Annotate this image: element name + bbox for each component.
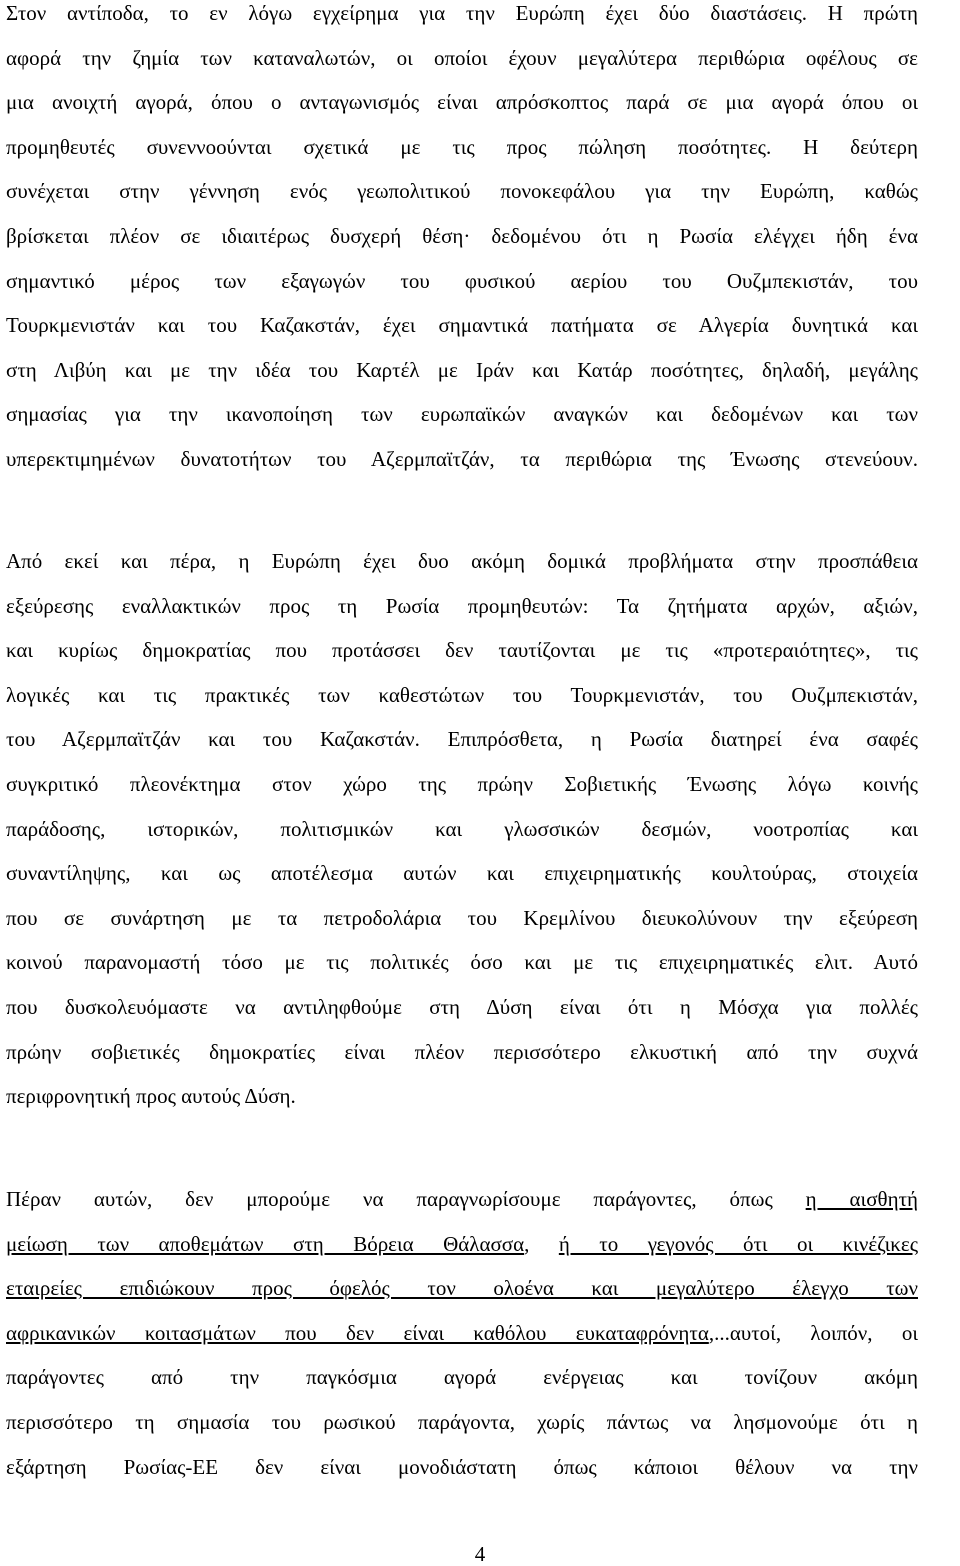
underlined-text: εταιρείες επιδιώκουν προς όφελός τον ολοένα και μεγαλύτερο έλεγχο των	[6, 1276, 918, 1301]
text-line: συγκριτικό πλεονέκτημα στον χώρο της πρώην Σοβιετικής Ένωσης λόγω κοινής	[6, 771, 918, 796]
text-line: Τουρκμενιστάν και του Καζακστάν, έχει σημαντικά πατήματα σε Αλγερία δυνητικά και	[6, 313, 918, 338]
text-line: σημασίας για την ικανοποίηση των ευρωπαϊκών αναγκών και δεδομένων και των	[6, 402, 918, 427]
underlined-text: η αισθητή	[805, 1187, 918, 1211]
text-line: αφορά την ζημία των καταναλωτών, οι οποίοι έχουν μεγαλύτερα περιθώρια οφέλους σε	[6, 45, 918, 70]
paragraph-3	[6, 1186, 918, 1498]
page-number: 4	[474, 1542, 486, 1566]
text-line: περισσότερο τη σημασία του ρωσικού παράγοντα, χωρίς πάντως να λησμονούμε ότι η	[6, 1409, 918, 1434]
text-line: βρίσκεται πλέον σε ιδιαιτέρως δυσχερή θέση· δεδομένου ότι η Ρωσία ελέγχει ήδη ένα	[6, 223, 918, 248]
text-line: κοινού παρανομαστή τόσο με τις πολιτικές όσο και με τις επιχειρηματικές ελιτ. Αυτό	[6, 950, 918, 975]
text-segment: ,...αυτοί, λοιπόν, οι	[708, 1320, 918, 1345]
text-line: σημαντικό μέρος των εξαγωγών του φυσικού αερίου του Ουζμπεκιστάν, του	[6, 268, 918, 293]
paragraph-1	[6, 0, 918, 491]
text-line: λογικές και τις πρακτικές των καθεστώτων του Τουρκμενιστάν, του Ουζμπεκιστάν,	[6, 682, 918, 707]
text-line	[6, 1320, 918, 1365]
text-line: Από εκεί και πέρα, η Ευρώπη έχει δυο ακόμη δομικά προβλήματα στην προσπάθεια	[6, 549, 918, 573]
text-line: περιφρονητική προς αυτούς Δύση.	[6, 1084, 296, 1109]
text-line: στη Λιβύη και με την ιδέα του Καρτέλ με Ιράν και Κατάρ ποσότητες, δηλαδή, μεγάλης	[6, 357, 918, 382]
text-line: παράδοσης, ιστορικών, πολιτισμικών και γλωσσικών δεσμών, νοοτροπίας και	[6, 816, 918, 841]
text-line: που δυσκολευόμαστε να αντιληφθούμε στη Δύση είναι ότι η Μόσχα για πολλές	[6, 994, 918, 1019]
text-line: που σε συνάρτηση με τα πετροδολάρια του Κρεμλίνου διευκολύνουν την εξεύρεση	[6, 905, 918, 930]
text-line	[6, 1186, 918, 1231]
text-line: εξάρτηση Ρωσίας-ΕΕ δεν είναι μονοδιάστατη όπως κάποιοι θέλουν να την	[6, 1454, 918, 1479]
text-line: Στον αντίποδα, το εν λόγω εγχείρημα για την Ευρώπη έχει δύο διαστάσεις. Η πρώτη	[6, 1, 918, 25]
text-line: και κυρίως δημοκρατίας που προτάσσει δεν ταυτίζονται με τις «προτεραιότητες», τις	[6, 638, 918, 663]
text-line: υπερεκτιμημένων δυνατοτήτων του Αζερμπαϊτζάν, τα περιθώρια της Ένωσης στενεύουν.	[6, 446, 918, 471]
underlined-text: αφρικανικών κοιτασμάτων που δεν είναι καθόλου ευκαταφρόνητα	[6, 1320, 709, 1345]
text-segment: ,	[524, 1231, 559, 1256]
underlined-text: ή το γεγονός ότι οι κινέζικες	[558, 1231, 918, 1256]
text-line: μια ανοιχτή αγορά, όπου ο ανταγωνισμός είναι απρόσκοπτος παρά σε μια αγορά όπου οι	[6, 90, 918, 115]
text-line: εξεύρεσης εναλλακτικών προς τη Ρωσία προμηθευτών: Τα ζητήματα αρχών, αξιών,	[6, 593, 918, 618]
text-line: συναντίληψης, και ως αποτέλεσμα αυτών και επιχειρηματικής κουλτούρας, στοιχεία	[6, 861, 918, 886]
text-line: του Αζερμπαϊτζάν και του Καζακστάν. Επιπρόσθετα, η Ρωσία διατηρεί ένα σαφές	[6, 727, 918, 752]
text-line	[6, 1231, 918, 1276]
paragraph-2	[6, 548, 918, 1128]
text-line: παράγοντες από την παγκόσμια αγορά ενέργειας και τονίζουν ακόμη	[6, 1365, 918, 1390]
text-line: πρώην σοβιετικές δημοκρατίες είναι πλέον περισσότερο ελκυστική από την συχνά	[6, 1039, 918, 1064]
text-segment: Πέραν αυτών, δεν μπορούμε να παραγνωρίσουμε παράγοντες, όπως	[6, 1187, 806, 1211]
text-line: συνέχεται στην γέννηση ενός γεωπολιτικού πονοκεφάλου για την Ευρώπη, καθώς	[6, 179, 918, 204]
text-line	[6, 1275, 918, 1320]
text-line: προμηθευτές συνεννοούνται σχετικά με τις προς πώληση ποσότητες. Η δεύτερη	[6, 134, 918, 159]
underlined-text: μείωση των αποθεμάτων στη Βόρεια Θάλασσα	[6, 1231, 525, 1256]
